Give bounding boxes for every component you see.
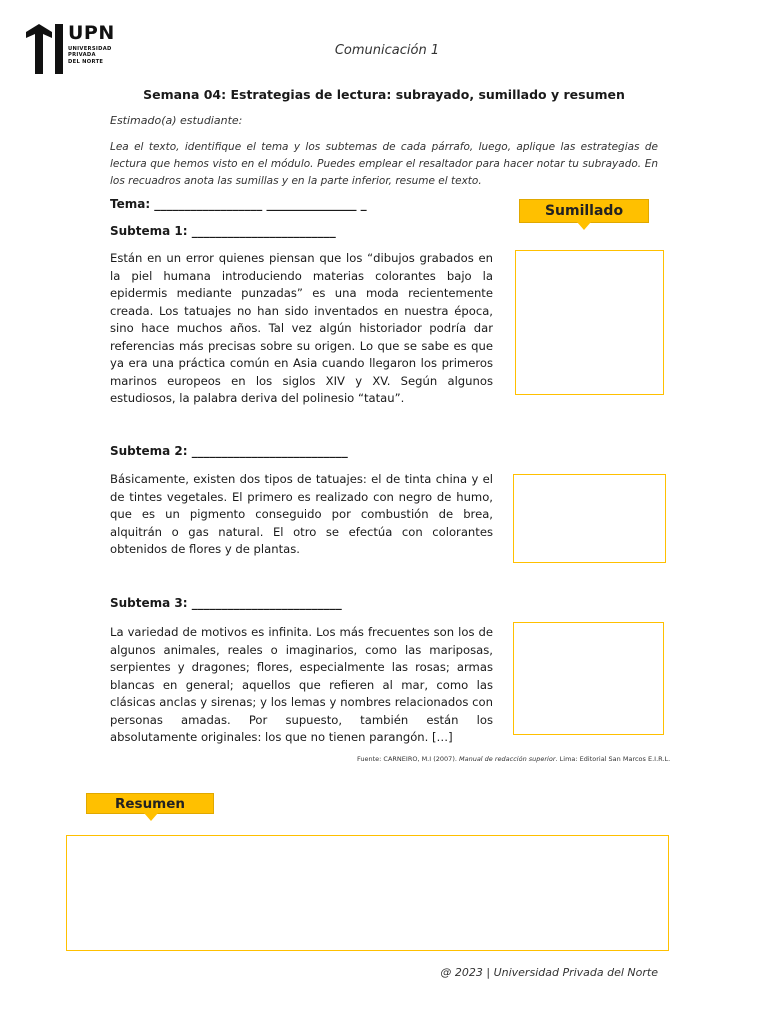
subtema3-field[interactable]: Subtema 3: _________________________ [110,596,342,610]
subtema2-paragraph: Básicamente, existen dos tipos de tatuajes: el de tinta china y el de tintes vegetales. El primero es realizado con negro de humo, que es un pigmento conseguido por combustión de brea, alquitrán o gas natural. El otro se efectúa con colorantes obtenidos de flores y de plantas. [110,472,493,556]
sumilla-box-3[interactable] [513,622,664,735]
logo-subtitle: UNIVERSIDAD PRIVADA DEL NORTE [68,46,112,65]
source-citation: Fuente: CARNEIRO, M.I (2007). Manual de redacción superior. Lima: Editorial San Marcos E.I.R.L. [357,755,671,763]
greeting: Estimado(a) estudiante: [110,114,243,127]
sumillado-callout: Sumillado [519,199,649,223]
page-title: Semana 04: Estrategias de lectura: subrayado, sumillado y resumen [143,87,625,102]
subtema2-field[interactable]: Subtema 2: __________________________ [110,444,348,458]
subtema1-field[interactable]: Subtema 1: ________________________ [110,224,336,238]
resumen-callout: Resumen [86,793,214,814]
tema-field[interactable]: Tema: __________________ _______________ _ [110,197,367,211]
subtema3-paragraph: La variedad de motivos es infinita. Los más frecuentes son los de algunos animales, reales o imaginarios, como las mariposas, serpientes y dragones; flores, especialmente las rosas; armas blancas en general; aquellos que refieren al mar, como las clásicas anclas y sirenas; y los lemas y nombres relacionados con personas amadas. Por supuesto, también están los absolutamente originales: los que no tienen parangón. […] [110,625,493,744]
sumilla-box-2[interactable] [513,474,666,563]
resumen-arrow-icon [144,813,158,821]
sumillado-arrow-icon [577,222,591,230]
course-header: Comunicación 1 [334,43,440,58]
footer: @ 2023 | Universidad Privada del Norte [440,966,658,979]
logo-name: UPN [68,22,115,44]
subtema1-paragraph: Están en un error quienes piensan que los “dibujos grabados en la piel humana introduciendo materias colorantes bajo la epidermis mediante punzadas” es una moda recientemente creada. Los tatuajes no han sido inventados en nuestra época, sino hace muchos años. Tal vez algún historiador podría dar referencias más precisas sobre su origen. Lo que se sabe es que ya era una práctica común en Asia cuando llegaron los primeros marinos europeos en los siglos XIV y XV. Según algunos estudiosos, la palabra deriva del polinesio “tatau”. [110,251,493,405]
resumen-box[interactable] [66,835,669,951]
instructions: Lea el texto, identifique el tema y los subtemas de cada párrafo, luego, aplique las estrategias de lectura que hemos visto en el módulo. Puedes emplear el resaltador para hacer notar tu subrayado. En los recuadros anota las sumillas y en la parte inferior, resume el texto. [110,141,658,187]
sumilla-box-1[interactable] [515,250,664,395]
